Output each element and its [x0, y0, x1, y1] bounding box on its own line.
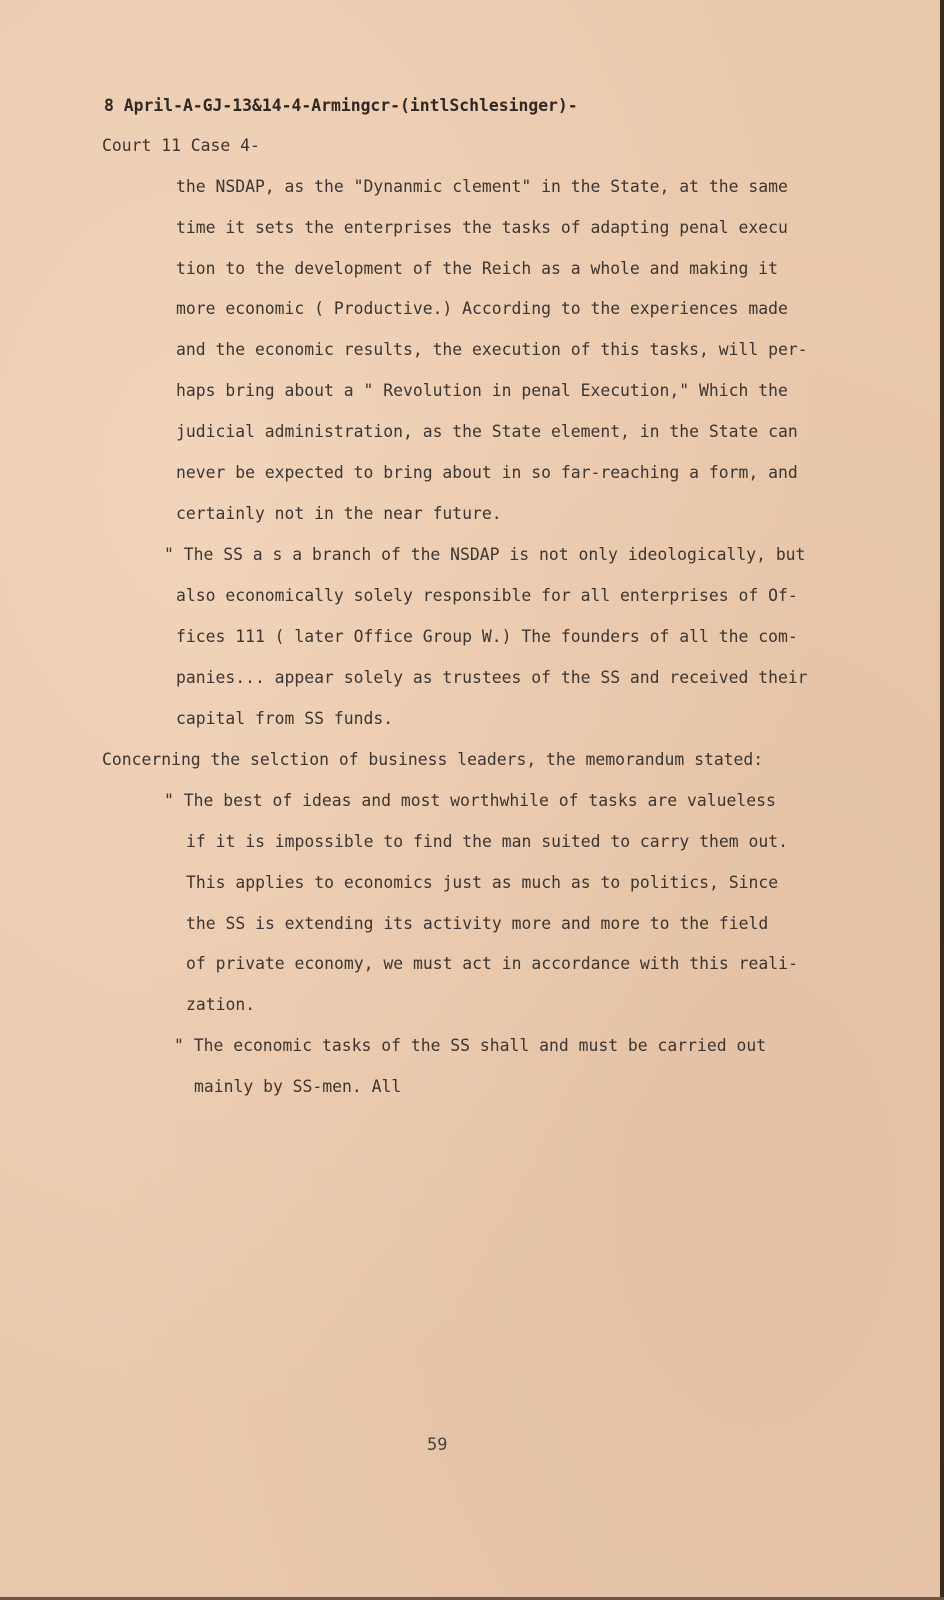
court-case-line: Court 11 Case 4- — [102, 136, 260, 155]
text-line: judicial administration, as the State element, in the State can — [176, 422, 798, 441]
text-line: Concerning the selction of business leaders, the memorandum stated: — [102, 750, 764, 769]
text-line: time it sets the enterprises the tasks of adapting penal execu — [176, 218, 788, 237]
text-line: tion to the development of the Reich as a whole and making it — [176, 259, 778, 278]
text-line: zation. — [186, 995, 256, 1014]
text-line: This applies to economics just as much as to politics, Since — [186, 873, 779, 892]
text-line: haps bring about a " Revolution in penal Execution," Which the — [176, 381, 788, 400]
text-line: panies... appear solely as trustees of the SS and received their — [176, 668, 808, 687]
text-line: and the economic results, the execution of this tasks, will per- — [176, 340, 808, 359]
text-line: fices 111 ( later Office Group W.) The founders of all the com- — [176, 627, 798, 646]
text-line: the NSDAP, as the "Dynanmic clement" in the State, at the same — [176, 177, 788, 196]
text-line: " The best of ideas and most worthwhile of tasks are valueless — [164, 791, 776, 810]
text-line: the SS is extending its activity more and more to the field — [186, 914, 769, 933]
text-line: of private economy, we must act in accordance with this reali- — [186, 954, 798, 973]
text-line: " The economic tasks of the SS shall and must be carried out — [174, 1036, 767, 1055]
text-line: never be expected to bring about in so far-reaching a form, and — [176, 463, 798, 482]
text-line: " The SS a s a branch of the NSDAP is not only ideologically, but — [164, 545, 806, 564]
text-line: capital from SS funds. — [176, 709, 394, 728]
text-line: if it is impossible to find the man suited to carry them out. — [186, 832, 788, 851]
page-edge-right — [940, 0, 944, 1600]
text-line: mainly by SS-men. All — [194, 1077, 402, 1096]
text-line: more economic ( Productive.) According to the experiences made — [176, 299, 788, 318]
document-header: 8 April-A-GJ-13&14-4-Armingcr-(intlSchlesinger)- — [104, 96, 578, 115]
page-number: 59 — [427, 1435, 448, 1455]
text-line: certainly not in the near future. — [176, 504, 502, 523]
text-line: also economically solely responsible for all enterprises of Of- — [176, 586, 798, 605]
